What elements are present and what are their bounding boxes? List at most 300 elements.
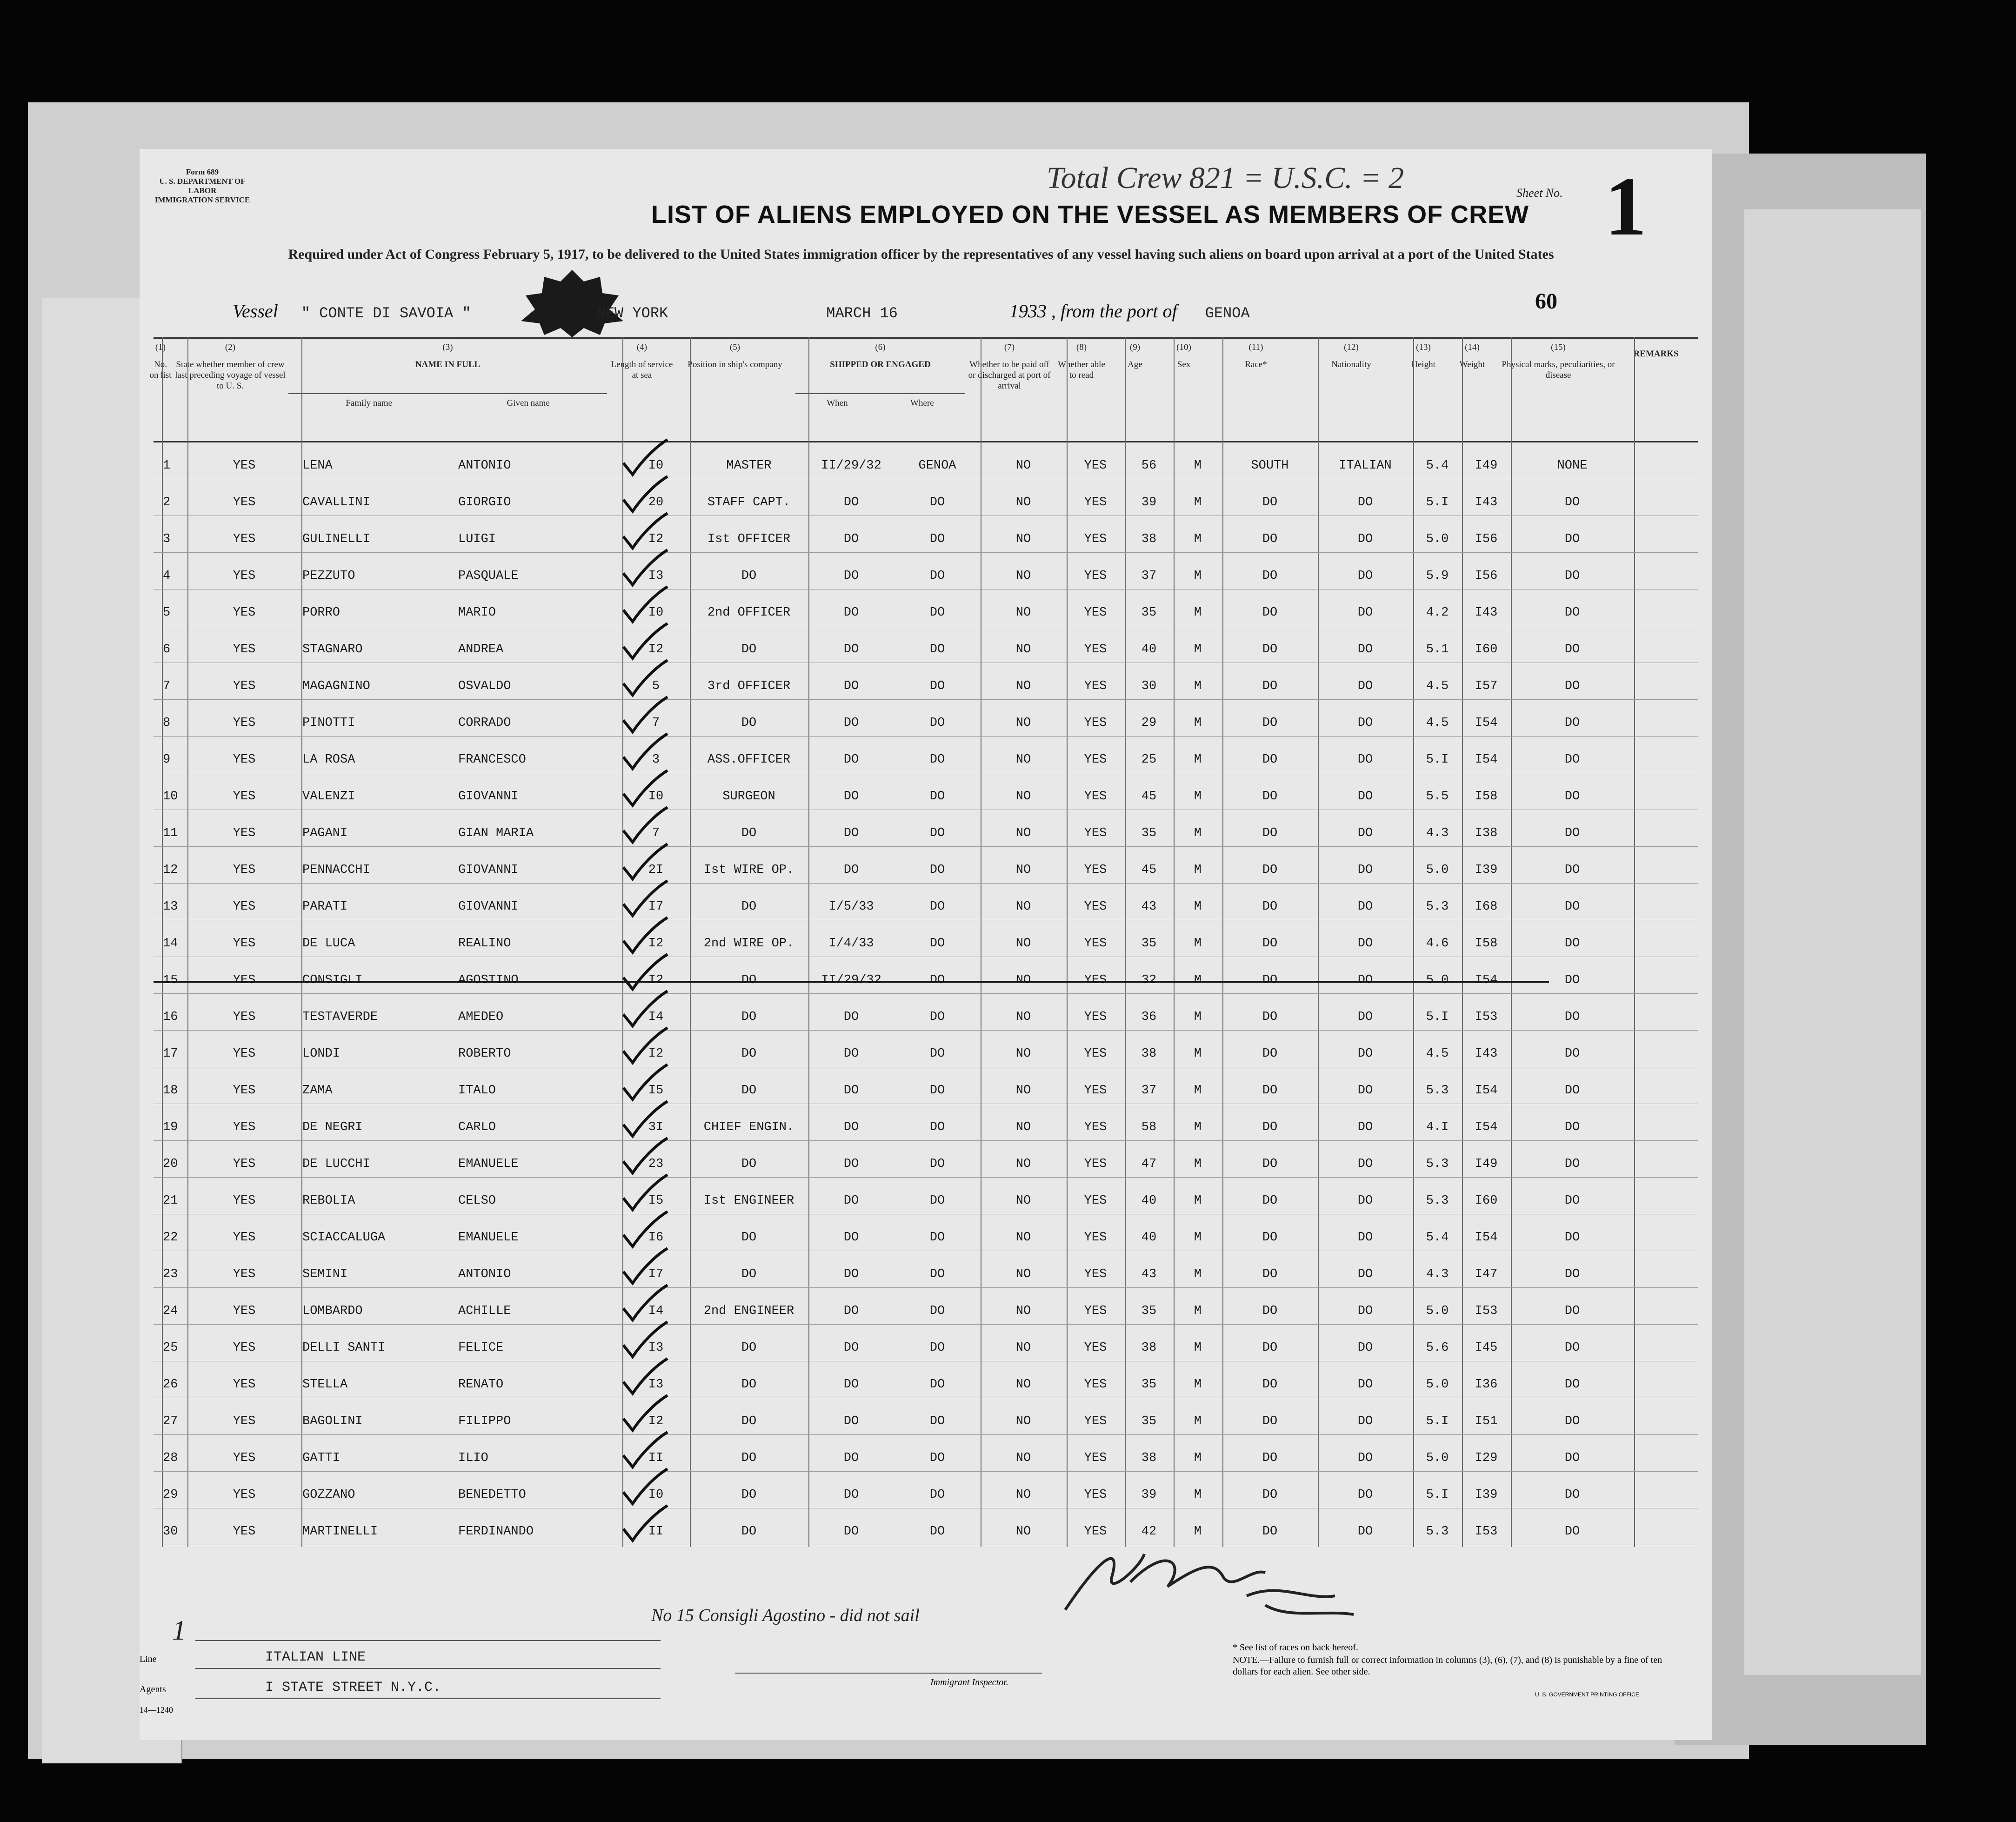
cell-service: I3 xyxy=(648,569,664,583)
cell-read: YES xyxy=(1084,1488,1107,1502)
check-mark-icon xyxy=(619,474,670,516)
column-header xyxy=(795,342,965,409)
cell-weight: I51 xyxy=(1475,1414,1498,1428)
cell-position: DO xyxy=(741,643,757,656)
cell-height: 4.5 xyxy=(1426,716,1449,730)
crew-row xyxy=(154,1287,1698,1325)
check-mark-icon xyxy=(619,768,670,810)
check-mark-icon xyxy=(619,1467,670,1508)
crew-row xyxy=(154,1251,1698,1288)
cell-marks: DO xyxy=(1564,937,1580,951)
agents-label: Agents xyxy=(140,1684,166,1695)
cell-when: DO xyxy=(843,1451,859,1465)
cell-weight: I54 xyxy=(1475,1120,1498,1134)
cell-race: DO xyxy=(1262,1047,1278,1061)
cell-nat: DO xyxy=(1357,863,1373,877)
cell-family: STELLA xyxy=(302,1378,348,1392)
check-mark-icon xyxy=(619,731,670,773)
cell-sex: M xyxy=(1194,1451,1202,1465)
cell-where: DO xyxy=(929,1010,945,1024)
cell-sex: M xyxy=(1194,1525,1202,1539)
cell-given: AGOSTINO xyxy=(458,973,519,987)
cell-height: 5.4 xyxy=(1426,459,1449,473)
cell-no: 21 xyxy=(163,1194,178,1208)
cell-position: DO xyxy=(741,569,757,583)
cell-where: DO xyxy=(929,716,945,730)
vessel-name: " CONTE DI SAVOIA " xyxy=(301,305,471,322)
cell-race: DO xyxy=(1262,1157,1278,1171)
cell-sex: M xyxy=(1194,790,1202,804)
cell-nat: DO xyxy=(1357,1451,1373,1465)
crew-row xyxy=(154,442,1698,479)
strike-through-line xyxy=(154,981,1549,983)
cell-where: DO xyxy=(929,1084,945,1098)
cell-when: DO xyxy=(843,643,859,656)
cell-height: 5.3 xyxy=(1426,900,1449,914)
cell-age: 35 xyxy=(1141,1378,1157,1392)
cell-age: 45 xyxy=(1141,790,1157,804)
column-number: (14) xyxy=(1465,342,1480,352)
cell-nat: ITALIAN xyxy=(1339,459,1392,473)
cell-where: DO xyxy=(929,643,945,656)
cell-family: DELLI SANTI xyxy=(302,1341,386,1355)
cell-position: CHIEF ENGIN. xyxy=(703,1120,794,1134)
cell-no: 8 xyxy=(163,716,171,730)
cell-race: DO xyxy=(1262,716,1278,730)
cell-no: 29 xyxy=(163,1488,178,1502)
cell-when: DO xyxy=(843,1120,859,1134)
cell-nat: DO xyxy=(1357,973,1373,987)
cell-marks: DO xyxy=(1564,900,1580,914)
cell-service: 3I xyxy=(648,1120,664,1134)
cell-given: AMEDEO xyxy=(458,1010,504,1024)
cell-read: YES xyxy=(1084,937,1107,951)
cell-marks: DO xyxy=(1564,1341,1580,1355)
cell-no: 11 xyxy=(163,826,178,840)
cell-height: 5.0 xyxy=(1426,532,1449,546)
crew-row xyxy=(154,1104,1698,1141)
column-header xyxy=(1209,342,1302,370)
cell-age: 43 xyxy=(1141,900,1157,914)
cell-paid: NO xyxy=(1015,1084,1031,1098)
cell-marks: DO xyxy=(1564,973,1580,987)
cell-height: 5.I xyxy=(1426,1010,1449,1024)
cell-marks: DO xyxy=(1564,753,1580,767)
crew-row xyxy=(154,1508,1698,1545)
cell-age: 39 xyxy=(1141,496,1157,509)
cell-position: DO xyxy=(741,826,757,840)
cell-read: YES xyxy=(1084,1194,1107,1208)
check-mark-icon xyxy=(619,437,670,479)
cell-paid: NO xyxy=(1015,1451,1031,1465)
cell-race: DO xyxy=(1262,1378,1278,1392)
column-label: Position in ship's company xyxy=(688,360,782,369)
cell-when: DO xyxy=(843,1157,859,1171)
cell-when: II/29/32 xyxy=(821,459,881,473)
cell-no: 30 xyxy=(163,1525,178,1539)
cell-paid: NO xyxy=(1015,1378,1031,1392)
cell-family: PAGANI xyxy=(302,826,348,840)
cell-when: DO xyxy=(843,790,859,804)
cell-paid: NO xyxy=(1015,973,1031,987)
cell-nat: DO xyxy=(1357,1231,1373,1245)
cell-given: FELICE xyxy=(458,1341,504,1355)
check-mark-icon xyxy=(619,1025,670,1067)
crew-row xyxy=(154,479,1698,516)
cell-read: YES xyxy=(1084,1157,1107,1171)
column-header xyxy=(1498,342,1619,381)
cell-height: 4.3 xyxy=(1426,1267,1449,1281)
column-header xyxy=(1400,342,1447,370)
cell-service: I3 xyxy=(648,1341,664,1355)
cell-nat: DO xyxy=(1357,1010,1373,1024)
cell-age: 42 xyxy=(1141,1525,1157,1539)
cell-read: YES xyxy=(1084,716,1107,730)
cell-race: DO xyxy=(1262,1194,1278,1208)
column-sublabel: Family name xyxy=(346,398,392,408)
crew-row xyxy=(154,846,1698,884)
cell-when: DO xyxy=(843,863,859,877)
cell-age: 32 xyxy=(1141,973,1157,987)
cell-paid: NO xyxy=(1015,606,1031,620)
check-mark-icon xyxy=(619,1209,670,1251)
footer-rule xyxy=(195,1668,661,1669)
cell-position: DO xyxy=(741,1451,757,1465)
cell-paid: NO xyxy=(1015,1488,1031,1502)
cell-service: I2 xyxy=(648,1047,664,1061)
column-label: Physical marks, peculiarities, or disease xyxy=(1502,360,1615,380)
cell-when: DO xyxy=(843,1525,859,1539)
check-mark-icon xyxy=(619,548,670,589)
cell-given: CORRADO xyxy=(458,716,511,730)
column-header xyxy=(1449,342,1495,370)
cell-read: YES xyxy=(1084,532,1107,546)
cell-nat: DO xyxy=(1357,1047,1373,1061)
cell-when: DO xyxy=(843,716,859,730)
cell-given: ANDREA xyxy=(458,643,504,656)
cell-read: YES xyxy=(1084,1047,1107,1061)
cell-nat: DO xyxy=(1357,753,1373,767)
cell-read: YES xyxy=(1084,790,1107,804)
column-sublabel: When xyxy=(827,398,848,408)
cell-given: GIAN MARIA xyxy=(458,826,534,840)
cell-read: YES xyxy=(1084,1378,1107,1392)
cell-when: DO xyxy=(843,753,859,767)
cell-marks: DO xyxy=(1564,1010,1580,1024)
cell-prev: YES xyxy=(233,1084,256,1098)
handwritten-note: No 15 Consigli Agostino - did not sail xyxy=(651,1606,920,1625)
column-label: No. on list xyxy=(149,360,172,380)
cell-no: 3 xyxy=(163,532,171,546)
cell-race: DO xyxy=(1262,1304,1278,1318)
cell-when: DO xyxy=(843,532,859,546)
cell-where: DO xyxy=(929,1194,945,1208)
cell-no: 28 xyxy=(163,1451,178,1465)
cell-marks: DO xyxy=(1564,1047,1580,1061)
cell-marks: DO xyxy=(1564,569,1580,583)
cell-family: PEZZUTO xyxy=(302,569,355,583)
cell-when: DO xyxy=(843,606,859,620)
form-number: Form 689 xyxy=(186,167,219,176)
cell-family: GULINELLI xyxy=(302,532,370,546)
cell-where: DO xyxy=(929,863,945,877)
cell-read: YES xyxy=(1084,569,1107,583)
cell-service: I2 xyxy=(648,937,664,951)
column-label: Race* xyxy=(1245,360,1267,369)
cell-marks: DO xyxy=(1564,1194,1580,1208)
year-prefix: 19 xyxy=(1009,301,1028,322)
cell-no: 20 xyxy=(163,1157,178,1171)
cell-sex: M xyxy=(1194,679,1202,693)
cell-read: YES xyxy=(1084,1304,1107,1318)
cell-no: 24 xyxy=(163,1304,178,1318)
cell-height: 4.5 xyxy=(1426,1047,1449,1061)
cell-family: LENA xyxy=(302,459,333,473)
crew-row xyxy=(154,1030,1698,1067)
cell-sex: M xyxy=(1194,1047,1202,1061)
cell-sex: M xyxy=(1194,826,1202,840)
cell-service: I0 xyxy=(648,606,664,620)
cell-prev: YES xyxy=(233,900,256,914)
check-mark-icon xyxy=(619,1503,670,1545)
cell-position: DO xyxy=(741,1231,757,1245)
cell-prev: YES xyxy=(233,863,256,877)
check-mark-icon xyxy=(619,584,670,626)
cell-marks: DO xyxy=(1564,1304,1580,1318)
column-header xyxy=(1112,342,1158,370)
cell-position: 2nd OFFICER xyxy=(707,606,791,620)
page-count: 60 xyxy=(1535,289,1557,314)
cell-where: DO xyxy=(929,1525,945,1539)
cell-prev: YES xyxy=(233,826,256,840)
page-subtitle: Required under Act of Congress February 5, 1917, to be delivered to the United States immigration officer by the representatives of any vessel having such aliens on board upon arrival at a port of the United States xyxy=(288,247,1554,262)
form-code: 14—1240 xyxy=(140,1705,173,1715)
cell-where: DO xyxy=(929,679,945,693)
cell-race: DO xyxy=(1262,973,1278,987)
cell-when: DO xyxy=(843,1010,859,1024)
cell-race: DO xyxy=(1262,1488,1278,1502)
cell-family: GOZZANO xyxy=(302,1488,355,1502)
printing-office: U. S. GOVERNMENT PRINTING OFFICE xyxy=(1535,1691,1639,1698)
cell-service: I4 xyxy=(648,1010,664,1024)
cell-position: DO xyxy=(741,1341,757,1355)
cell-prev: YES xyxy=(233,716,256,730)
cell-family: REBOLIA xyxy=(302,1194,355,1208)
cell-marks: DO xyxy=(1564,1378,1580,1392)
cell-race: SOUTH xyxy=(1251,459,1289,473)
cell-race: DO xyxy=(1262,606,1278,620)
column-label: Height xyxy=(1411,360,1435,369)
cell-position: DO xyxy=(741,973,757,987)
cell-when: DO xyxy=(843,826,859,840)
cell-prev: YES xyxy=(233,569,256,583)
cell-family: PINOTTI xyxy=(302,716,355,730)
cell-read: YES xyxy=(1084,1267,1107,1281)
cell-prev: YES xyxy=(233,1157,256,1171)
cell-when: II/29/32 xyxy=(821,973,881,987)
crew-row xyxy=(154,1361,1698,1398)
cell-sex: M xyxy=(1194,753,1202,767)
check-mark-icon xyxy=(619,1246,670,1288)
crew-row xyxy=(154,552,1698,589)
check-mark-icon xyxy=(619,658,670,700)
column-number: (15) xyxy=(1551,342,1566,352)
cell-nat: DO xyxy=(1357,1488,1373,1502)
cell-paid: NO xyxy=(1015,1120,1031,1134)
cell-nat: DO xyxy=(1357,496,1373,509)
cell-nat: DO xyxy=(1357,532,1373,546)
cell-prev: YES xyxy=(233,937,256,951)
cell-when: DO xyxy=(843,1414,859,1428)
cell-no: 10 xyxy=(163,790,178,804)
cell-paid: NO xyxy=(1015,863,1031,877)
cell-no: 17 xyxy=(163,1047,178,1061)
cell-position: Ist ENGINEER xyxy=(703,1194,794,1208)
column-sublabel: Given name xyxy=(507,398,550,408)
cell-weight: I53 xyxy=(1475,1525,1498,1539)
cell-prev: YES xyxy=(233,1267,256,1281)
cell-sex: M xyxy=(1194,1194,1202,1208)
cell-service: I2 xyxy=(648,643,664,656)
column-number: (10) xyxy=(1176,342,1191,352)
check-mark-icon xyxy=(619,805,670,847)
cell-height: 5.I xyxy=(1426,496,1449,509)
cell-race: DO xyxy=(1262,496,1278,509)
cell-paid: NO xyxy=(1015,1341,1031,1355)
cell-when: DO xyxy=(843,1084,859,1098)
cell-sex: M xyxy=(1194,1010,1202,1024)
cell-race: DO xyxy=(1262,1120,1278,1134)
cell-weight: I54 xyxy=(1475,1084,1498,1098)
steamship-line: ITALIAN LINE xyxy=(265,1649,366,1665)
cell-prev: YES xyxy=(233,1304,256,1318)
cell-given: BENEDETTO xyxy=(458,1488,526,1502)
column-label: Sex xyxy=(1177,360,1191,369)
cell-read: YES xyxy=(1084,643,1107,656)
cell-no: 6 xyxy=(163,643,171,656)
cell-weight: I39 xyxy=(1475,1488,1498,1502)
check-mark-icon xyxy=(619,1356,670,1398)
column-number: (5) xyxy=(729,342,741,352)
cell-nat: DO xyxy=(1357,1267,1373,1281)
cell-when: DO xyxy=(843,1194,859,1208)
cell-position: MASTER xyxy=(726,459,772,473)
cell-position: Ist OFFICER xyxy=(707,532,791,546)
column-label: NAME IN FULL xyxy=(415,360,481,369)
cell-height: 5.0 xyxy=(1426,1378,1449,1392)
cell-when: DO xyxy=(843,1304,859,1318)
cell-height: 5.6 xyxy=(1426,1341,1449,1355)
cell-when: DO xyxy=(843,569,859,583)
cell-paid: NO xyxy=(1015,532,1031,546)
cell-where: DO xyxy=(929,937,945,951)
cell-nat: DO xyxy=(1357,606,1373,620)
check-mark-icon xyxy=(619,511,670,553)
cell-service: 7 xyxy=(652,826,660,840)
column-number: (4) xyxy=(636,342,648,352)
cell-weight: I60 xyxy=(1475,1194,1498,1208)
cell-sex: M xyxy=(1194,1120,1202,1134)
cell-family: PARATI xyxy=(302,900,348,914)
cell-paid: NO xyxy=(1015,753,1031,767)
cell-height: 5.I xyxy=(1426,753,1449,767)
column-number: (3) xyxy=(442,342,453,352)
cell-no: 27 xyxy=(163,1414,178,1428)
cell-where: DO xyxy=(929,1414,945,1428)
crew-row xyxy=(154,1434,1698,1472)
cell-family: LONDI xyxy=(302,1047,340,1061)
cell-weight: I54 xyxy=(1475,716,1498,730)
cell-height: 5.4 xyxy=(1426,1231,1449,1245)
cell-when: I/5/33 xyxy=(828,900,874,914)
vessel-label: Vessel xyxy=(233,301,278,322)
column-number: (6) xyxy=(875,342,886,352)
cell-nat: DO xyxy=(1357,1157,1373,1171)
cell-position: DO xyxy=(741,1488,757,1502)
cell-where: DO xyxy=(929,753,945,767)
column-number: (8) xyxy=(1076,342,1087,352)
cell-age: 35 xyxy=(1141,1414,1157,1428)
cell-weight: I38 xyxy=(1475,826,1498,840)
crew-row xyxy=(154,1398,1698,1435)
cell-service: I0 xyxy=(648,790,664,804)
cell-paid: NO xyxy=(1015,679,1031,693)
cell-position: 2nd WIRE OP. xyxy=(703,937,794,951)
cell-no: 9 xyxy=(163,753,171,767)
cell-age: 38 xyxy=(1141,1341,1157,1355)
cell-family: MAGAGNINO xyxy=(302,679,370,693)
cell-weight: I57 xyxy=(1475,679,1498,693)
cell-sex: M xyxy=(1194,1157,1202,1171)
cell-prev: YES xyxy=(233,1341,256,1355)
cell-weight: I54 xyxy=(1475,1231,1498,1245)
cell-paid: NO xyxy=(1015,1267,1031,1281)
cell-family: TESTAVERDE xyxy=(302,1010,378,1024)
cell-position: Ist WIRE OP. xyxy=(703,863,794,877)
cell-where: DO xyxy=(929,1120,945,1134)
cell-weight: I43 xyxy=(1475,606,1498,620)
cell-where: DO xyxy=(929,1157,945,1171)
cell-weight: I58 xyxy=(1475,937,1498,951)
cell-position: STAFF CAPT. xyxy=(707,496,791,509)
cell-paid: NO xyxy=(1015,826,1031,840)
cell-weight: I43 xyxy=(1475,496,1498,509)
cell-weight: I53 xyxy=(1475,1010,1498,1024)
cell-weight: I56 xyxy=(1475,569,1498,583)
cell-when: DO xyxy=(843,1047,859,1061)
cell-position: DO xyxy=(741,716,757,730)
check-mark-icon xyxy=(619,952,670,994)
cell-sex: M xyxy=(1194,900,1202,914)
check-mark-icon xyxy=(619,621,670,663)
cell-family: DE NEGRI xyxy=(302,1120,363,1134)
cell-paid: NO xyxy=(1015,1231,1031,1245)
column-number: (13) xyxy=(1416,342,1431,352)
cell-race: DO xyxy=(1262,1341,1278,1355)
crew-row xyxy=(154,1177,1698,1214)
cell-weight: I56 xyxy=(1475,532,1498,546)
cell-weight: I39 xyxy=(1475,863,1498,877)
cell-nat: DO xyxy=(1357,1341,1373,1355)
cell-nat: DO xyxy=(1357,716,1373,730)
cell-position: ASS.OFFICER xyxy=(707,753,791,767)
cell-service: 5 xyxy=(652,679,660,693)
cell-height: 5.0 xyxy=(1426,1451,1449,1465)
column-label: Weight xyxy=(1459,360,1485,369)
cell-marks: DO xyxy=(1564,1525,1580,1539)
column-label: Whether able to read xyxy=(1058,360,1105,380)
cell-race: DO xyxy=(1262,1231,1278,1245)
